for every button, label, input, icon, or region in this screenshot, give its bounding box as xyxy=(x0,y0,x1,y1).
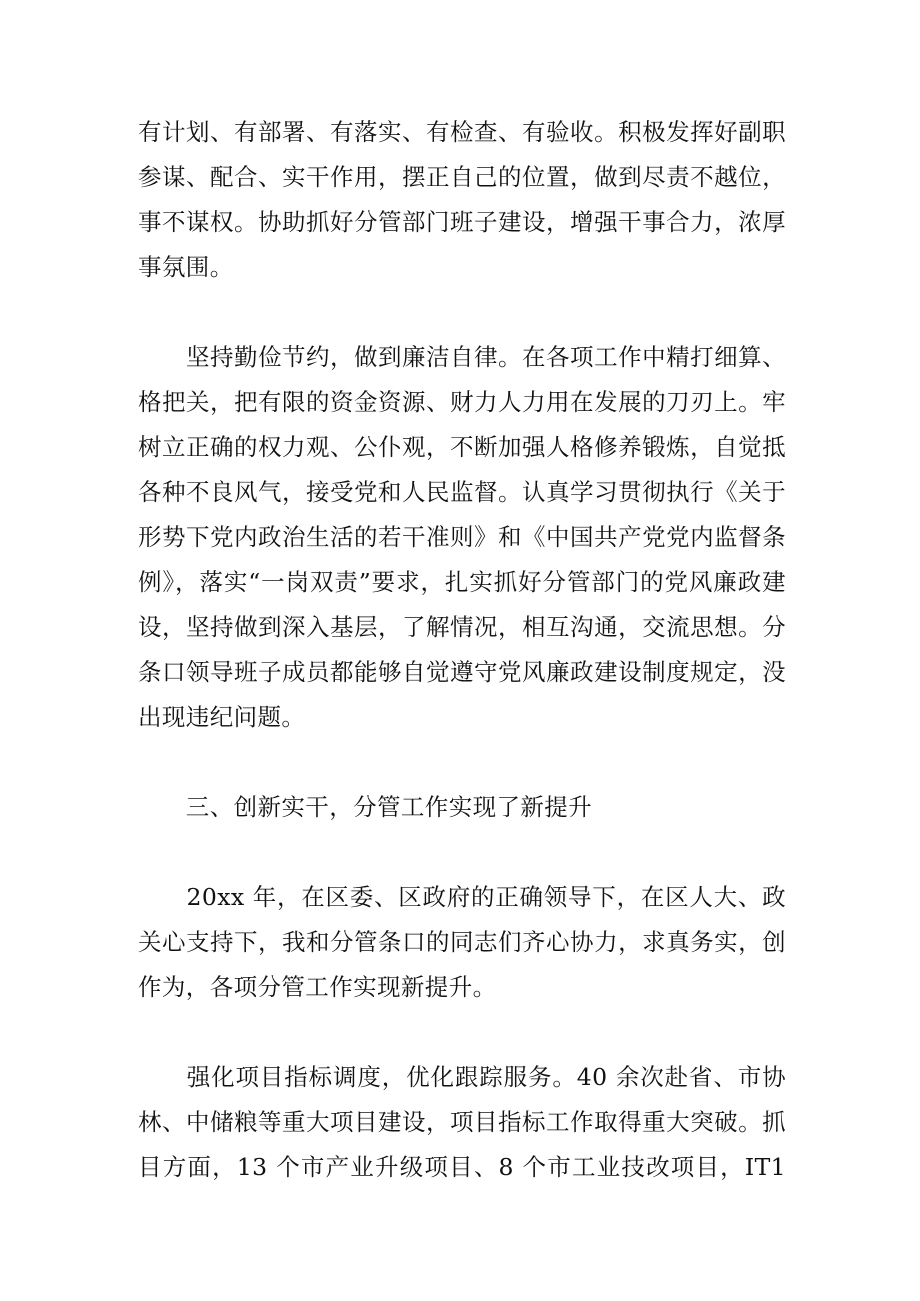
text-line: 各种不良风气，接受党和人民监督。认真学习贯彻执行《关于 xyxy=(138,478,786,506)
text-line: 林、中储粮等重大项目建设，项目指标工作取得重大突破。抓 xyxy=(138,1108,786,1136)
paragraph-spacer xyxy=(138,740,786,785)
text-line: 强化项目指标调度，优化跟踪服务。40 余次赴省、市协 xyxy=(186,1063,786,1091)
text-line: 例》，落实“一岗双责”要求，扎实抓好分管部门的党风廉政建 xyxy=(138,568,786,596)
text-line: 形势下党内政治生活的若干准则》和《中国共产党党内监督条 xyxy=(138,523,786,551)
paragraph-spacer xyxy=(138,830,786,875)
paragraph xyxy=(138,1055,786,1190)
text-line: 参谋、配合、实干作用，摆正自己的位置，做到尽责不越位， xyxy=(138,163,786,191)
heading-line: 三、创新实干，分管工作实现了新提升 xyxy=(138,793,593,821)
text-line: 设，坚持做到深入基层，了解情况，相互沟通，交流思想。分 xyxy=(138,613,786,641)
section-heading xyxy=(138,785,786,830)
paragraph-spacer xyxy=(138,1010,786,1055)
text-line: 条口领导班子成员都能够自觉遵守党风廉政建设制度规定，没 xyxy=(138,658,786,686)
paragraph xyxy=(138,335,786,740)
text-line: 事氛围。 xyxy=(138,253,234,281)
paragraph-spacer xyxy=(138,290,786,335)
text-line: 树立正确的权力观、公仆观，不断加强人格修养锻炼，自觉抵 xyxy=(138,433,786,461)
text-line: 坚持勤俭节约，做到廉洁自律。在各项工作中精打细算、 xyxy=(186,343,786,371)
paragraph xyxy=(138,110,786,290)
text-line: 目方面，13 个市产业升级项目、8 个市工业技改项目，IT1 xyxy=(138,1153,786,1181)
text-line: 有计划、有部署、有落实、有检查、有验收。积极发挥好副职 xyxy=(138,118,786,146)
text-line: 事不谋权。协助抓好分管部门班子建设，增强干事合力，浓厚 xyxy=(138,208,786,236)
text-line: 20xx 年，在区委、区政府的正确领导下，在区人大、政 xyxy=(186,883,786,911)
text-line: 关心支持下，我和分管条口的同志们齐心协力，求真务实，创 xyxy=(138,928,786,956)
text-line: 出现违纪问题。 xyxy=(138,703,306,731)
text-line: 作为，各项分管工作实现新提升。 xyxy=(138,973,497,1001)
document-body xyxy=(138,110,786,1190)
text-line: 格把关，把有限的资金资源、财力人力用在发展的刀刃上。牢 xyxy=(138,388,786,416)
paragraph xyxy=(138,875,786,1010)
